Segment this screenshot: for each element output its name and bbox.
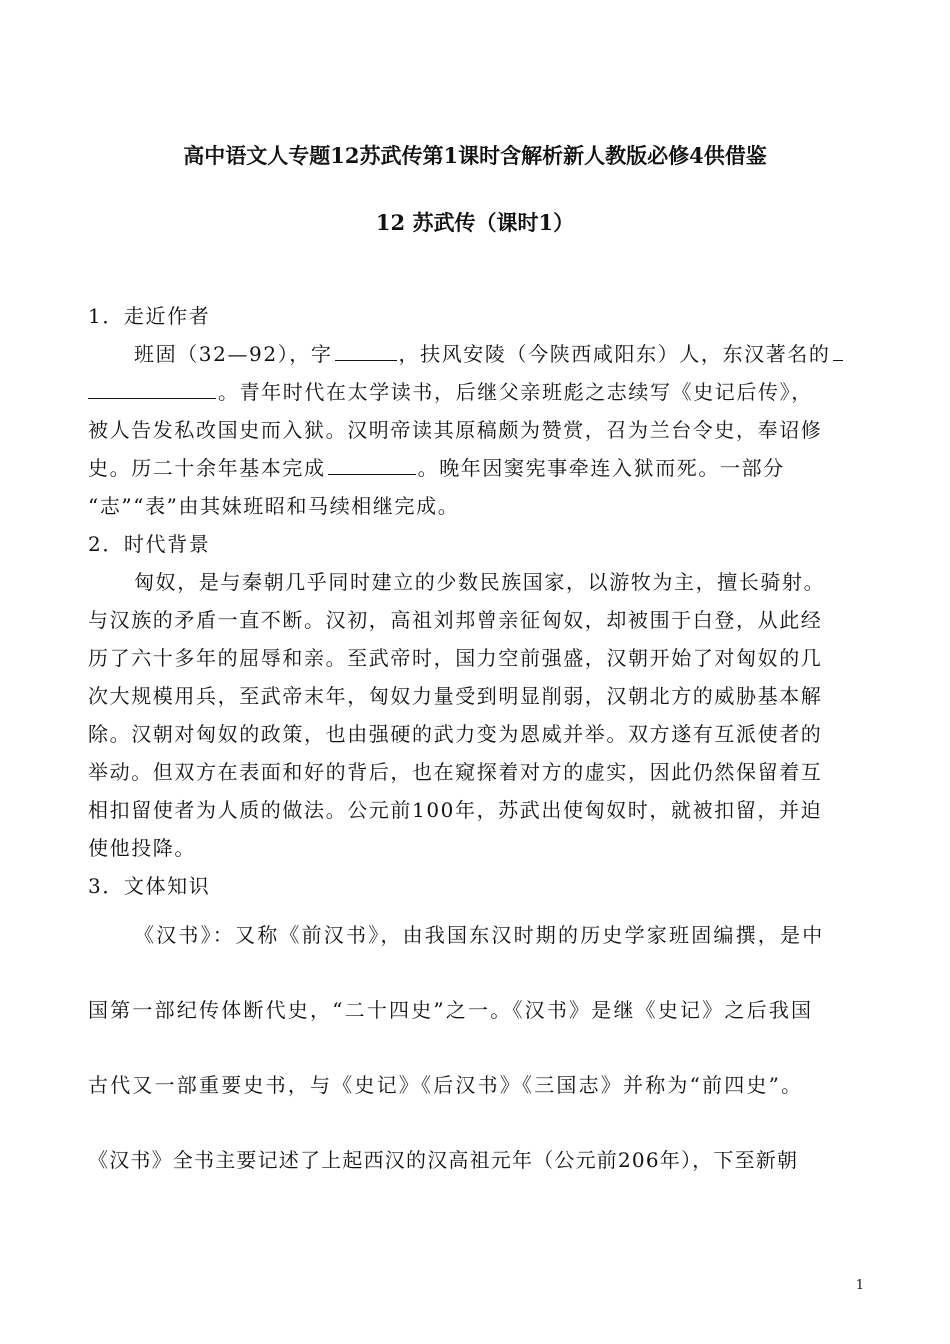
paragraph-line: 古代又一部重要史书，与《史记》《后汉书》《三国志》并称为“前四史”。 bbox=[88, 1073, 804, 1097]
page-number: 1 bbox=[855, 1278, 864, 1293]
paragraph-line: 被人告发私改国史而入狱。汉明帝读其原稿颇为赞赏，召为兰台令史，奉诏修 bbox=[88, 418, 823, 442]
section-heading-background: 2．时代背景 bbox=[88, 532, 211, 556]
section-heading-genre: 3．文体知识 bbox=[88, 874, 211, 898]
paragraph-line: 举动。但双方在表面和好的背后，也在窥探着对方的虚实，因此仍然保留着互 bbox=[88, 760, 823, 784]
page-subtitle: 12 苏武传（课时1） bbox=[375, 210, 575, 235]
page-title: 高中语文人专题12苏武传第1课时含解析新人教版必修4供借鉴 bbox=[183, 143, 767, 168]
paragraph-line: 史。历二十余年基本完成 。晚年因窦宪事牵连入狱而死。一部分 bbox=[88, 456, 785, 480]
fill-blank[interactable] bbox=[328, 455, 416, 475]
fill-blank[interactable] bbox=[335, 341, 397, 361]
paragraph-line: 除。汉朝对匈奴的政策，也由强硬的武力变为恩威并举。双方遂有互派使者的 bbox=[88, 722, 823, 746]
paragraph-line: 《汉书》全书主要记述了上起西汉的汉高祖元年（公元前206年），下至新朝 bbox=[88, 1148, 799, 1172]
paragraph-line: 班固（32—92），字 ，扶风安陵（今陕西咸阳东）人，东汉著名的 bbox=[134, 338, 845, 367]
paragraph-line: 历了六十多年的屈辱和亲。至武帝时，国力空前强盛，汉朝开始了对匈奴的几 bbox=[88, 646, 823, 670]
paragraph-line: 与汉族的矛盾一直不断。汉初，高祖刘邦曾亲征匈奴，却被围于白登，从此经 bbox=[88, 608, 823, 632]
paragraph-line: 《汉书》：又称《前汉书》，由我国东汉时期的历史学家班固编撰，是中 bbox=[134, 923, 825, 947]
fill-blank[interactable] bbox=[833, 341, 843, 361]
paragraph-line: 次大规模用兵，至武帝末年，匈奴力量受到明显削弱，汉朝北方的威胁基本解 bbox=[88, 684, 823, 708]
paragraph-line: 使他投降。 bbox=[88, 836, 196, 860]
paragraph-line: “志”“表”由其妹班昭和马续相继完成。 bbox=[88, 494, 460, 518]
paragraph-line: 。青年时代在太学读书，后继父亲班彪之志续写《史记后传》， bbox=[88, 376, 813, 405]
paragraph-line: 国第一部纪传体断代史，“二十四史”之一。《汉书》是继《史记》之后我国 bbox=[88, 998, 814, 1022]
section-heading-author: 1．走近作者 bbox=[88, 304, 211, 328]
fill-blank[interactable] bbox=[88, 379, 216, 399]
paragraph-line: 匈奴，是与秦朝几乎同时建立的少数民族国家，以游牧为主，擅长骑射。 bbox=[134, 570, 826, 594]
paragraph-line: 相扣留使者为人质的做法。公元前100年，苏武出使匈奴时，就被扣留，并迫 bbox=[88, 798, 823, 822]
